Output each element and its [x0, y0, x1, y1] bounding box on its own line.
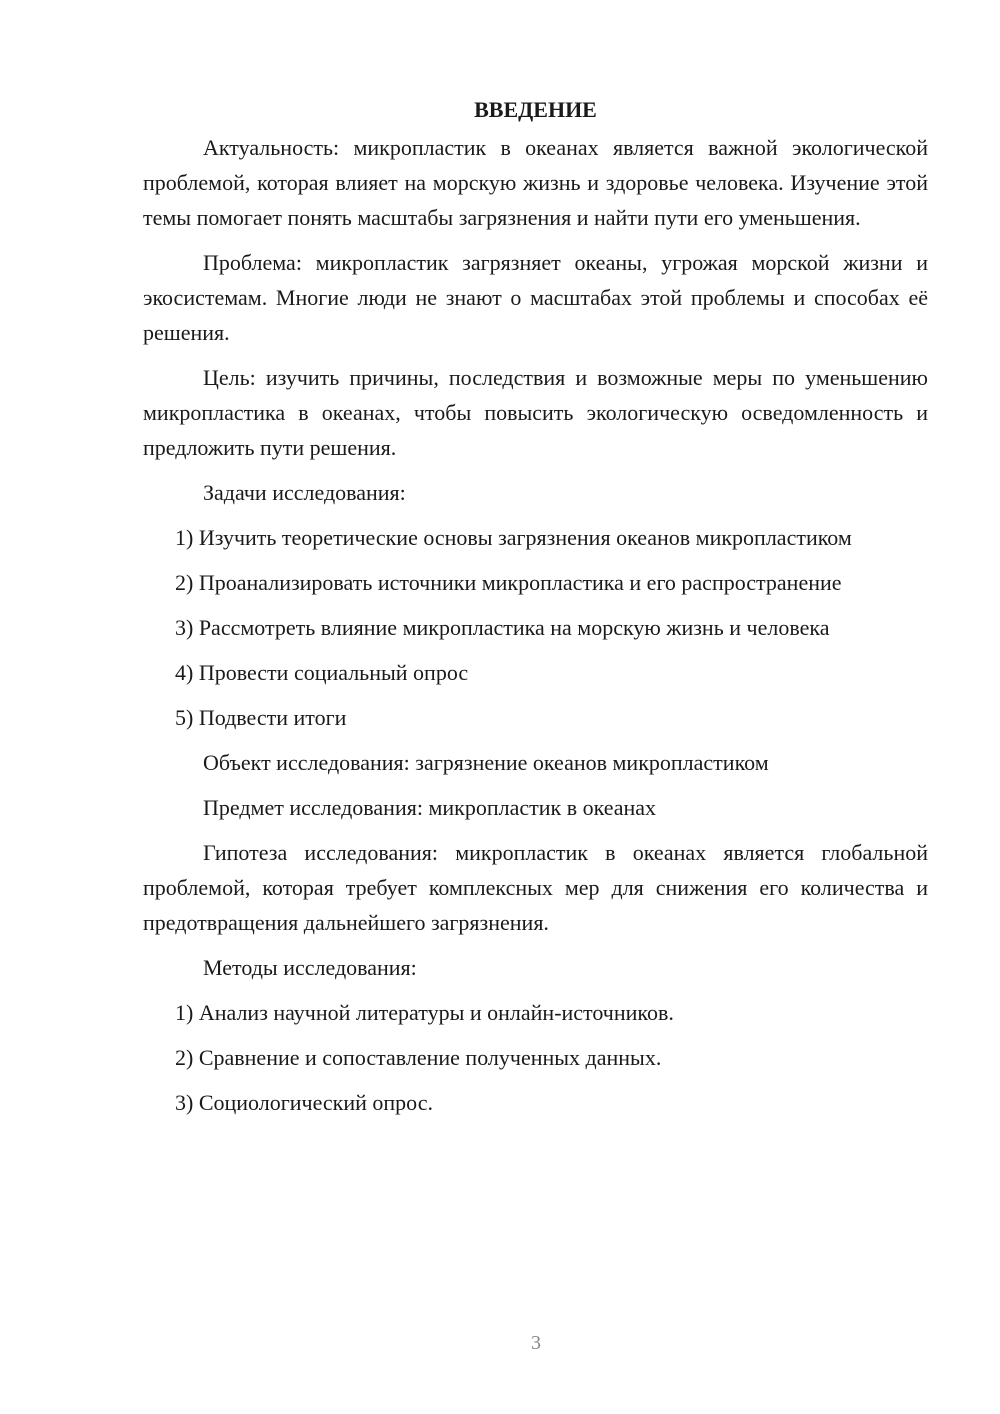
method-item-1: 1) Анализ научной литературы и онлайн-источников.: [175, 1000, 674, 1025]
goal-paragraph: Цель: изучить причины, последствия и возможные меры по уменьшению микропластика в океанах, чтобы повысить экологическую осведомленность и предложить пути решения.: [143, 365, 928, 460]
task-item-3: 3) Рассмотреть влияние микропластика на морскую жизнь и человека: [175, 615, 830, 640]
task-item-1: 1) Изучить теоретические основы загрязнения океанов микропластиком: [175, 525, 852, 550]
research-object: Объект исследования: загрязнение океанов микропластиком: [203, 750, 769, 775]
section-heading: ВВЕДЕНИЕ: [474, 97, 597, 122]
task-item-4: 4) Провести социальный опрос: [175, 660, 469, 685]
method-item-2: 2) Сравнение и сопоставление полученных данных.: [175, 1045, 662, 1070]
page-number: 3: [531, 1332, 541, 1354]
tasks-heading: Задачи исследования:: [203, 480, 406, 505]
task-item-2: 2) Проанализировать источники микропластика и его распространение: [175, 570, 842, 595]
task-item-5: 5) Подвести итоги: [175, 705, 347, 730]
relevance-paragraph: Актуальность: микропластик в океанах является важной экологической проблемой, которая влияет на морскую жизнь и здоровье человека. Изучение этой темы помогает понять масштабы загрязнения и найти пути его уменьшения.: [143, 135, 928, 230]
research-subject: Предмет исследования: микропластик в океанах: [203, 795, 657, 820]
methods-heading: Методы исследования:: [203, 955, 417, 980]
document-page: [143, 92, 928, 1130]
hypothesis-paragraph: Гипотеза исследования: микропластик в океанах является глобальной проблемой, которая требует комплексных мер для снижения его количества и предотвращения дальнейшего загрязнения.: [143, 840, 928, 935]
problem-paragraph: Проблема: микропластик загрязняет океаны, угрожая морской жизни и экосистемам. Многие люди не знают о масштабах этой проблемы и способах её решения.: [143, 250, 928, 345]
method-item-3: 3) Социологический опрос.: [175, 1090, 433, 1115]
